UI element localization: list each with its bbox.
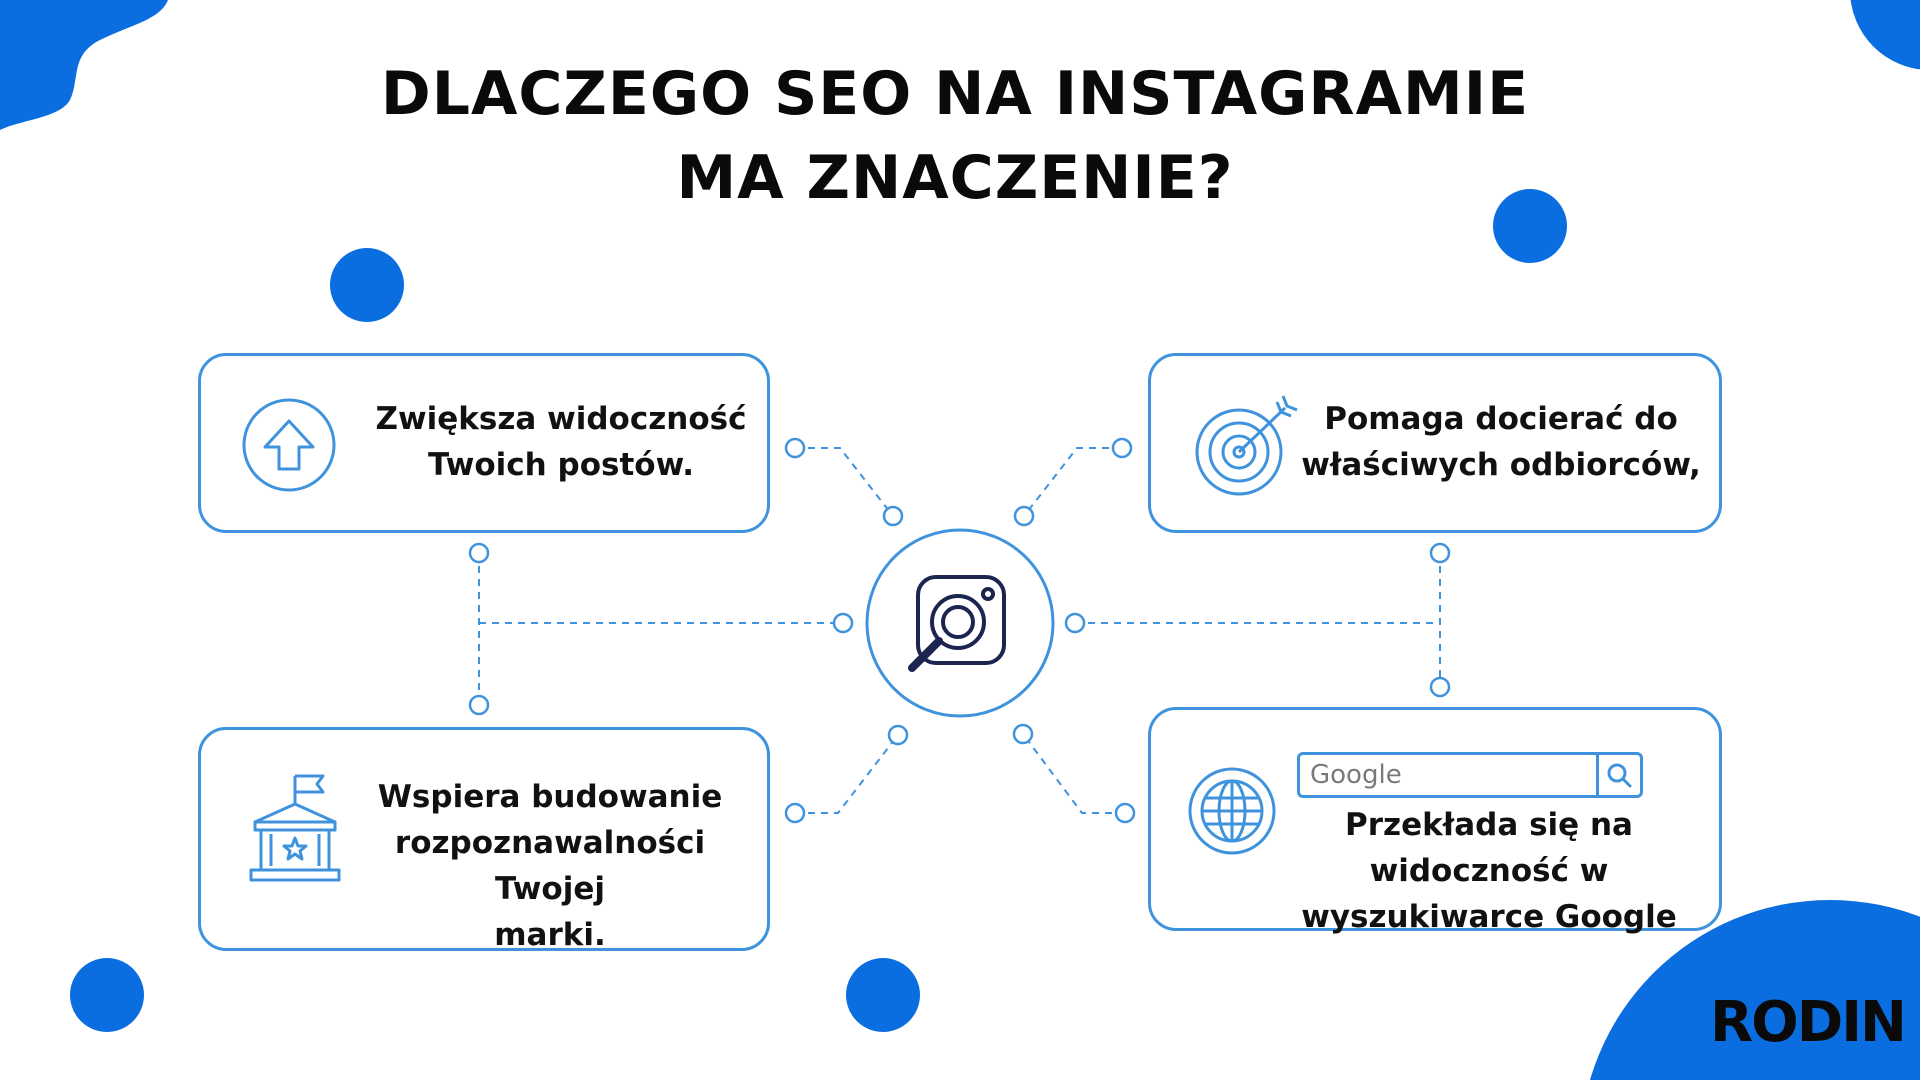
- card-text: Zwiększa widoczność Twoich postów.: [375, 401, 747, 483]
- google-search-box: [1297, 752, 1643, 798]
- card-text: Przekłada się na widoczność w wyszukiwarce Google: [1301, 807, 1677, 935]
- connector-node: [470, 544, 488, 562]
- connector-bottom-right: [1023, 734, 1125, 813]
- connector-node: [1066, 614, 1084, 632]
- connector-node: [786, 439, 804, 457]
- title-line-2: MA ZNACZENIE?: [676, 143, 1234, 213]
- search-icon: [1599, 755, 1639, 795]
- card-text: Pomaga docierać do właściwych odbiorców,: [1301, 401, 1701, 483]
- connector-node: [884, 507, 902, 525]
- connector-node: [1113, 439, 1131, 457]
- search-button: [1596, 755, 1640, 795]
- connector-top-left: [795, 448, 893, 516]
- card-audience: [1148, 353, 1722, 533]
- target-arrow-icon: [1193, 390, 1303, 500]
- connector-bottom-left: [795, 735, 898, 813]
- google-logo: Google: [1310, 760, 1402, 790]
- card-text: Wspiera budowanie rozpoznawalności Twojej marki.: [377, 779, 723, 953]
- connector-node: [1014, 725, 1032, 743]
- connector-node: [1431, 544, 1449, 562]
- connector-node: [1015, 507, 1033, 525]
- connector-node: [889, 726, 907, 744]
- deco-dot: [330, 248, 404, 322]
- arrow-up-icon: [241, 397, 337, 493]
- deco-dot: [846, 958, 920, 1032]
- globe-icon: [1187, 766, 1277, 856]
- title-line-1: DLACZEGO SEO NA INSTAGRAMIE: [380, 59, 1530, 129]
- building-flag-icon: [247, 774, 343, 884]
- brand-logo: RODIN: [1710, 990, 1905, 1055]
- page-title: [0, 52, 1910, 220]
- connector-node: [470, 696, 488, 714]
- card-google: [1148, 707, 1722, 935]
- connector-node: [786, 804, 804, 822]
- card-visibility: [198, 353, 770, 533]
- connector-node: [1431, 678, 1449, 696]
- connector-top-right: [1024, 448, 1122, 516]
- deco-dot: [70, 958, 144, 1032]
- connector-node: [834, 614, 852, 632]
- card-brand: [198, 727, 770, 951]
- connector-node: [1116, 804, 1134, 822]
